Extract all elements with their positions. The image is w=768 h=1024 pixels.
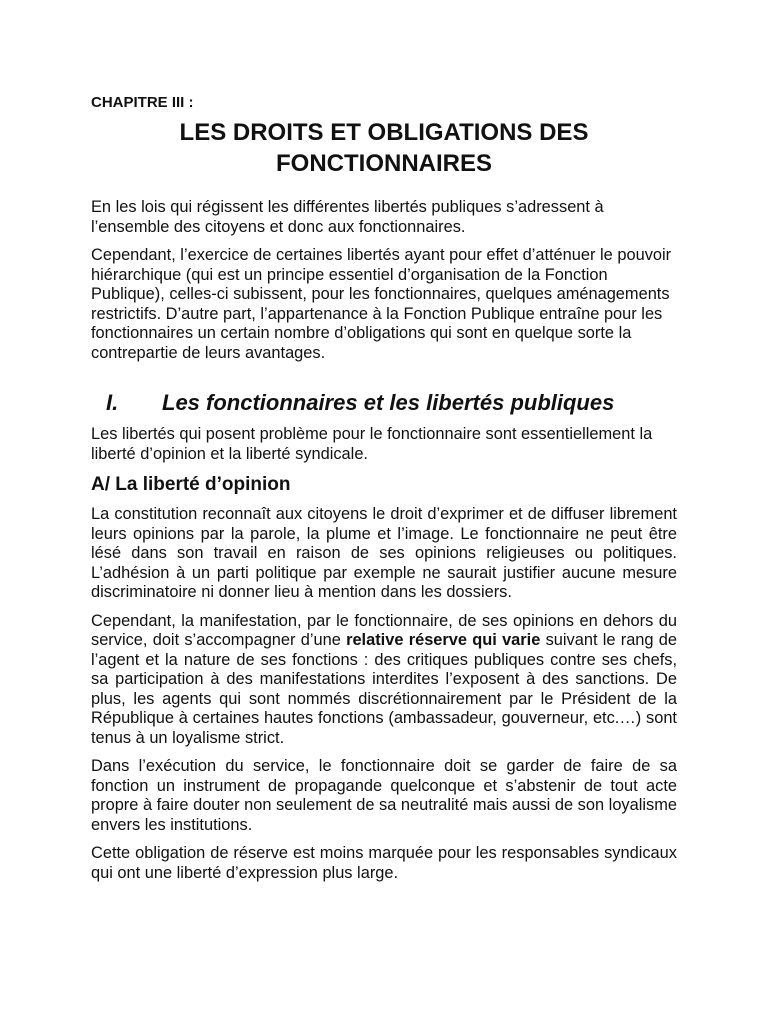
intro-paragraph-1: En les lois qui régissent les différentes libertés publiques s’adressent à l’ensemble des citoyens et donc aux fonctionnaires. [91, 198, 604, 236]
paragraph-2-text-after: suivant le rang de l’agent et la nature de ses fonctions : des critiques publiques contre ses chefs, sa participation à des manifestations interdites l’exposent à des sanctions. De plus, les agents qui sont nommés discrétionnairement par le Président de la République à certaines hautes fonctions (ambassadeur, gouverneur, etc.…) sont tenus à un loyalisme strict. [91, 631, 677, 747]
document-page [91, 94, 677, 892]
subsection-heading: A/ La liberté d’opinion [91, 474, 291, 495]
subsection-paragraph-1: La constitution reconnaît aux citoyens le droit d’exprimer et de diffuser librement leurs opinions par la parole, la plume et l’image. Le fonctionnaire ne peut être lésé dans son travail en raison de ses opinions religieuses ou politiques. L’adhésion à un parti politique par exemple ne saurait justifier aucune mesure discriminatoire ni donner lieu à mention dans les dossiers. [91, 505, 677, 601]
chapter-title-line2: FONCTIONNAIRES [276, 150, 492, 177]
section-heading [91, 389, 677, 417]
section-intro-paragraph: Les libertés qui posent problème pour le fonctionnaire sont essentiellement la liberté d’opinion et la liberté syndicale. [91, 425, 653, 463]
chapter-title-line1: LES DROITS ET OBLIGATIONS DES [179, 119, 589, 146]
intro-paragraph-2: Cependant, l’exercice de certaines libertés ayant pour effet d’atténuer le pouvoir hiérarchique (qui est un principe essentiel d’organisation de la Fonction Publique), celles-ci subissent, pour les fonctionnaires, quelques aménagements restrictifs. D’autre part, l’appartenance à la Fonction Publique entraîne pour les fonctionnaires un certain nombre d’obligations qui sont en quelque sorte la contrepartie de leurs avantages. [91, 246, 672, 362]
paragraph-2-bold-text: relative réserve qui varie [346, 631, 541, 649]
section-title: Les fonctionnaires et les libertés publiques [162, 390, 615, 415]
paragraph-2-text-before: Cependant, la manifestation, par le fonctionnaire, de ses opinions en dehors du service, doit s’accompagner d’une [91, 611, 677, 649]
subsection-paragraph-4: Cette obligation de réserve est moins marquée pour les responsables syndicaux qui ont une liberté d’expression plus large. [91, 844, 677, 882]
subsection-paragraph-2 [91, 612, 677, 749]
chapter-title [91, 117, 677, 179]
chapter-label: CHAPITRE III : [91, 94, 194, 111]
section-number: I. [106, 390, 119, 415]
subsection-paragraph-3: Dans l’exécution du service, le fonctionnaire doit se garder de faire de sa fonction un instrument de propagande quelconque et s’abstenir de tout acte propre à faire douter non seulement de sa neutralité mais aussi de son loyalisme envers les institutions. [91, 757, 677, 834]
